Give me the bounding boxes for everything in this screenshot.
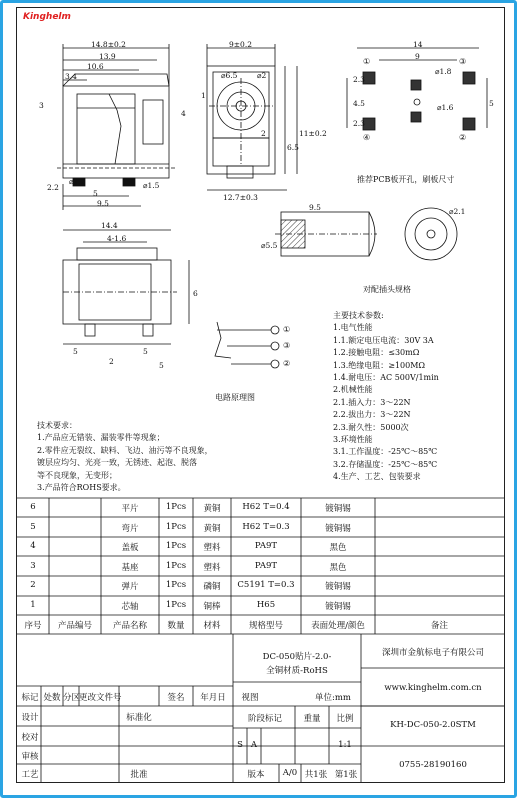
dim-bot-l2: 2: [109, 357, 114, 366]
bom-cell-material: 磷铜: [203, 582, 221, 592]
bom-cell-qty: 1Pcs: [165, 521, 187, 532]
dim-front-b3: 9.5: [97, 199, 109, 208]
spec-list: 主要技术参数: 1.电气性能 1.1.额定电压电流：30V 3A 1.2.接触电阻：≤30mΩ 1.3.绝缘电阻：≥100MΩ 1.4.耐电压：AC 500V/1min 2.机械性能 2.1.插入力：3～22N 2.2.拔出力：3～22N 2.3.耐久性：5000次 3.环境性能 3.1.工作温度：-25℃～85℃ 3.2.存储温度：-25℃～85℃ 4.生产、工艺、包装要求: [333, 311, 439, 482]
bom-cell-no: 5: [30, 521, 36, 532]
bom-cell-material: 铜棒: [203, 601, 221, 612]
dim-pcb-h5: 5: [489, 99, 494, 108]
ratio-value: 1:1: [338, 740, 352, 750]
sheet-current: 第1张: [334, 770, 358, 780]
bom-cell-material: 黄铜: [203, 504, 221, 514]
bom-header: 序号: [24, 621, 42, 631]
bom-cell-finish: 镀铜锡: [325, 582, 351, 592]
bom-cell-spec: PA9T: [254, 541, 278, 551]
h-count: 处数: [43, 693, 61, 703]
dim-side-b: 12.7±0.3: [223, 193, 258, 202]
bom-cell-finish: 镀铜锡: [325, 504, 351, 514]
dim-bot-h: 6: [193, 289, 198, 298]
pcb-node-2: ②: [459, 133, 467, 142]
bom-cell-no: 1: [30, 599, 36, 610]
review-label: 审核: [21, 752, 39, 762]
bom-header: 材料: [203, 621, 221, 631]
dim-front-w3: 10.6: [87, 62, 104, 71]
bom-cell-finish: 黑色: [329, 562, 347, 573]
brand-logo: Kinghelm: [23, 12, 71, 22]
pcb-caption: 推荐PCB板开孔，刷板尺寸: [357, 175, 455, 184]
dim-side-h11: 11±0.2: [299, 129, 327, 138]
stage-s: S: [237, 740, 243, 750]
bom-cell-spec: H62 T=0.3: [242, 521, 290, 532]
dim-pcb-h23b: 2.3: [353, 119, 365, 128]
dim-side-h65: 6.5: [287, 143, 299, 152]
requirements: 技术要求： 1.产品应无错装、漏装零件等现象； 2.零件应无裂纹、缺料、飞边、油污等不良现象， 镀层应均匀、光亮一致，无锈迹、起泡、脱落 等不良现象，无变形； 3.产品符合ROHS要求。: [37, 421, 213, 493]
pcb-node-1: ①: [363, 57, 371, 66]
bom-cell-material: 塑料: [203, 562, 221, 573]
bom-cell-name: 芯轴: [121, 601, 139, 612]
bom-cell-finish: 黑色: [329, 543, 347, 553]
craft-label: 工艺: [21, 770, 39, 780]
dim-bot-w2: 4-1.6: [107, 234, 127, 243]
dim-plug-d: ⌀5.5: [261, 241, 278, 250]
bom-cell-name: 弹片: [121, 582, 139, 592]
bom-cell-no: 6: [30, 502, 36, 512]
h-date: 年月日: [200, 693, 226, 703]
version-value: A/0: [282, 768, 298, 778]
part-number: KH-DC-050-2.0STM: [390, 720, 476, 730]
phone: 0755-28190160: [399, 760, 467, 770]
dim-front-l4: 4: [181, 109, 186, 118]
h-mark: 标记: [21, 693, 39, 703]
weight-label: 重量: [303, 714, 321, 724]
stage-a: A: [250, 740, 258, 750]
bom-cell-name: 基座: [121, 562, 139, 573]
dim-front-l3: 3: [39, 101, 44, 110]
product-name: DC-050贴片-2.0-: [262, 652, 332, 662]
dim-front-d12: ⌀1.2: [69, 177, 86, 186]
dim-pcb-d16: ⌀1.6: [437, 103, 454, 112]
circuit-node-1: ①: [283, 325, 291, 334]
dim-pcb-w9: 9: [415, 52, 420, 61]
bom-cell-material: 黄铜: [203, 523, 221, 534]
bom-header: 规格型号: [248, 621, 283, 631]
bom-cell-no: 2: [30, 580, 36, 590]
dim-front-d15: ⌀1.5: [143, 181, 160, 190]
bom-cell-spec: PA9T: [254, 560, 278, 571]
approve-label: 批准: [130, 770, 148, 780]
dim-front-b2: 5: [93, 189, 98, 198]
bom-cell-spec: C5191 T=0.3: [237, 580, 295, 590]
dim-side-d2: ⌀2: [257, 71, 267, 80]
dim-front-w4: 3.4: [65, 72, 77, 81]
dim-front-w2: 13.9: [99, 52, 116, 61]
bom-header: 产品名称: [112, 621, 147, 631]
bom-cell-name: 盖板: [121, 543, 139, 553]
dim-pcb-h23a: 2.3: [353, 75, 365, 84]
dim-side-l2: 2: [261, 129, 266, 138]
sheets-total: 共1张: [304, 770, 328, 780]
bom-header: 产品编号: [57, 621, 92, 631]
std-label: 标准化: [126, 713, 152, 723]
bom-cell-no: 4: [30, 541, 36, 551]
dim-pcb-d18: ⌀1.8: [435, 67, 452, 76]
circuit-caption: 电路原理图: [215, 393, 255, 402]
dim-bot-l5: 5: [159, 361, 164, 370]
circuit-node-2: ②: [283, 359, 291, 368]
circuit-node-3: ③: [283, 341, 291, 350]
bom-header: 数量: [167, 621, 185, 631]
dim-side-l1: 1: [201, 91, 206, 100]
unit-label: 单位:mm: [315, 693, 351, 703]
front-window: [77, 94, 135, 164]
stage-label: 阶段标记: [247, 714, 282, 724]
bom-header: 表面处理/颜色: [311, 621, 365, 631]
check-label: 校对: [21, 733, 39, 743]
bom-cell-qty: 1Pcs: [165, 502, 187, 512]
drawing-sheet: [16, 7, 505, 783]
dim-bot-b5a: 5: [73, 347, 78, 356]
bom-cell-qty: 1Pcs: [165, 560, 187, 571]
bom-cell-qty: 1Pcs: [165, 541, 187, 551]
website: www.kinghelm.com.cn: [384, 683, 482, 693]
view-label: 视图: [241, 693, 259, 703]
company-name: 深圳市金航标电子有限公司: [381, 648, 484, 658]
dim-side-d65: ⌀6.5: [221, 71, 238, 80]
bom-cell-name: 弯片: [121, 523, 139, 534]
bom-cell-finish: 镀铜锡: [325, 601, 351, 612]
bom-cell-material: 塑料: [203, 543, 221, 553]
dim-bot-b5b: 5: [143, 347, 148, 356]
pcb-node-4: ④: [363, 133, 371, 142]
dim-bot-w: 14.4: [101, 221, 118, 230]
bom-cell-qty: 1Pcs: [165, 580, 187, 590]
plug-caption: 对配插头规格: [363, 285, 411, 294]
bom-cell-spec: H62 T=0.4: [242, 502, 290, 512]
ratio-label: 比例: [336, 714, 354, 724]
dim-plug-d2: ⌀2.1: [449, 207, 466, 216]
dim-plug-w: 9.5: [309, 203, 321, 212]
bom-cell-finish: 镀铜锡: [325, 523, 351, 534]
h-docno: 更改文件号: [79, 693, 122, 703]
dim-front-w1: 14.8±0.2: [91, 40, 126, 49]
dim-pcb-w14: 14: [413, 40, 423, 49]
design-label: 设计: [21, 713, 39, 723]
product-name-2: 全铜材质-RoHS: [266, 666, 328, 676]
h-zone: 分区: [63, 693, 81, 703]
dim-side-w: 9±0.2: [229, 40, 252, 49]
bom-cell-no: 3: [30, 560, 36, 571]
dim-front-b1: 2.2: [47, 183, 59, 192]
version-label: 版本: [247, 770, 265, 780]
pcb-node-3: ③: [459, 57, 467, 66]
bom-cell-qty: 1Pcs: [165, 599, 187, 610]
bom-header: 备注: [430, 621, 448, 631]
bom-cell-spec: H65: [256, 599, 276, 610]
dim-pcb-h45: 4.5: [353, 99, 365, 108]
h-sign: 签名: [167, 693, 185, 703]
bom-cell-name: 平片: [121, 504, 139, 514]
